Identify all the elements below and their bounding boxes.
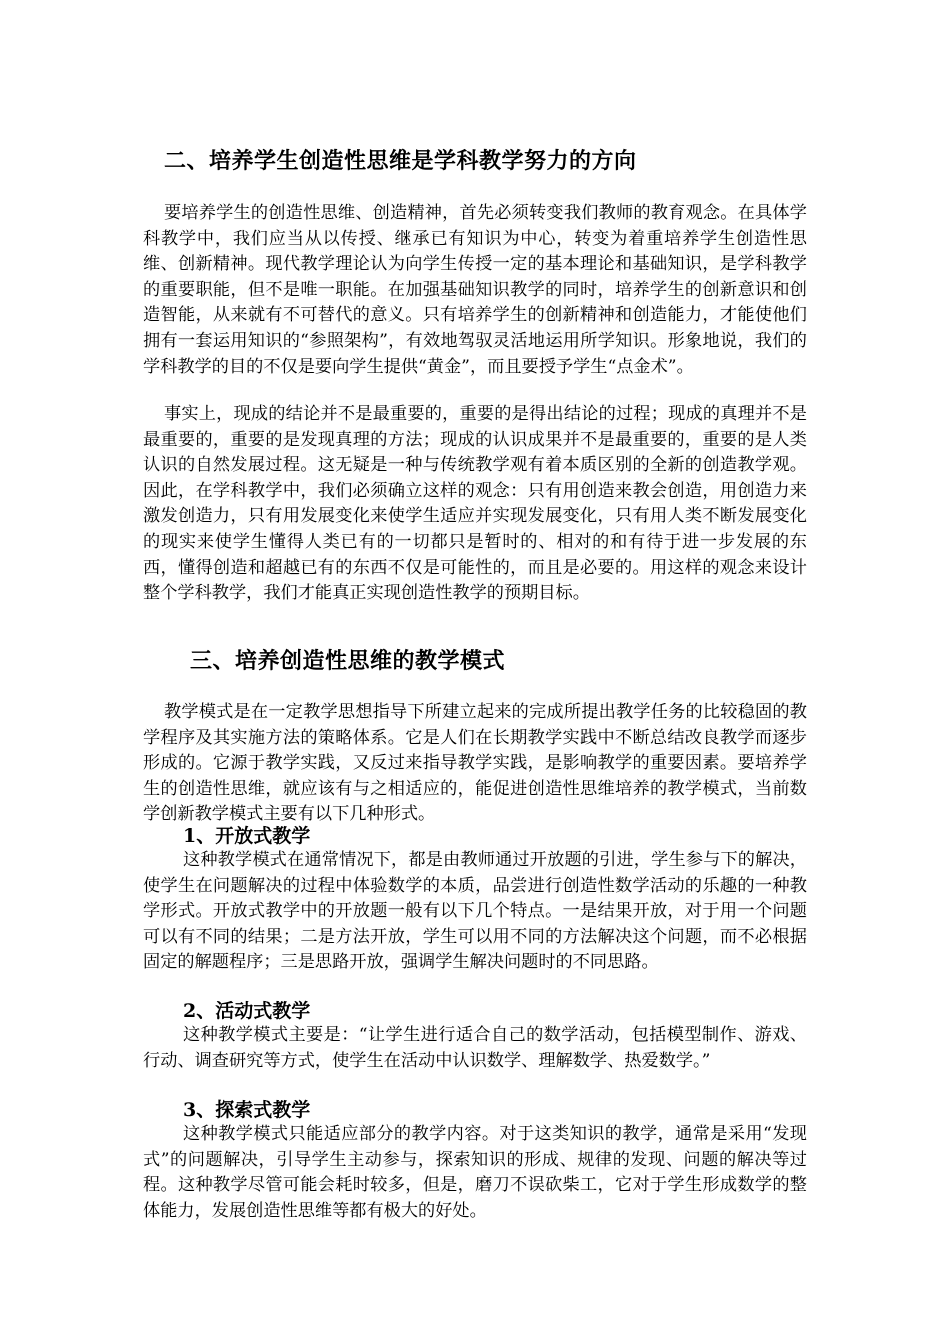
section-2-paragraph-2: 事实上，现成的结论并不是最重要的，重要的是得出结论的过程；现成的真理并不是最重要的，重要的是发现真理的方法；现成的认识成果并不是最重要的，重要的是人类认识的自然发展过程。这无疑是一种与传统教学观有着本质区别的全新的创造教学观。因此，在学科教学中，我们必须确立这样的观念：只有用创造来教会创造，用创造力来激发创造力，只有用发展变化来使学生适应并实现发展变化，只有用人类不断发展变化的现实来使学生懂得人类已有的一切都只是暂时的、相对的和有待于进一步发展的东西，懂得创造和超越已有的东西不仅是可能性的，而且是必要的。用这样的观念来设计整个学科教学，我们才能真正实现创造性教学的预期目标。 xyxy=(143,404,807,604)
mode-3-body: 这种教学模式只能适应部分的教学内容。对于这类知识的教学，通常是采用“发现式”的问题解决，引导学生主动参与，探索知识的形成、规律的发现、问题的解决等过程。这种教学尽管可能会耗时较多，但是，磨刀不误砍柴工，它对于学生形成数学的整体能力，发展创造性思维等都有极大的好处。 xyxy=(143,1124,807,1221)
section-2-paragraph-1: 要培养学生的创造性思维、创造精神，首先必须转变我们教师的教育观念。在具体学科教学中，我们应当从以传授、继承已有知识为中心，转变为着重培养学生创造性思维、创新精神。现代教学理论认为向学生传授一定的基本理论和基础知识，是学科教学的重要职能，但不是唯一职能。在加强基础知识教学的同时，培养学生的创新意识和创造智能，从来就有不可替代的意义。只有培养学生的创新精神和创造能力，才能使他们拥有一套运用知识的“参照架构”，有效地驾驭灵活地运用所学知识。形象地说，我们的学科教学的目的不仅是要向学生提供“黄金”，而且要授予学生“点金术”。 xyxy=(143,203,807,377)
mode-3-title: 3、探索式教学 xyxy=(183,1099,311,1121)
section-3-intro: 教学模式是在一定教学思想指导下所建立起来的完成所提出教学任务的比较稳固的教学程序及其实施方法的策略体系。它是人们在长期教学实践中不断总结改良教学而逐步形成的。它源于教学实践，又反过来指导教学实践，是影响教学的重要因素。要培养学生的创造性思维，就应该有与之相适应的，能促进创造性思维培养的教学模式，当前数学创新教学模式主要有以下几种形式。 xyxy=(143,702,807,825)
mode-1-body: 这种教学模式在通常情况下，都是由教师通过开放题的引进，学生参与下的解决，使学生在问题解决的过程中体验数学的本质，品尝进行创造性数学活动的乐趣的一种教学形式。开放式教学中的开放题一般有以下几个特点。一是结果开放，对于用一个问题可以有不同的结果；二是方法开放，学生可以用不同的方法解决这个问题，而不必根据固定的解题程序；三是思路开放，强调学生解决问题时的不同思路。 xyxy=(143,850,807,973)
section-3-title: 三、培养创造性思维的教学模式 xyxy=(190,648,506,674)
mode-2-body: 这种教学模式主要是：“让学生进行适合自己的数学活动，包括模型制作、游戏、行动、调查研究等方式，使学生在活动中认识数学、理解数学、热爱数学。” xyxy=(143,1025,807,1071)
mode-2-title: 2、活动式教学 xyxy=(183,1000,311,1022)
mode-1-title: 1、开放式教学 xyxy=(183,825,311,847)
section-2-title: 二、培养学生创造性思维是学科教学努力的方向 xyxy=(164,148,637,174)
